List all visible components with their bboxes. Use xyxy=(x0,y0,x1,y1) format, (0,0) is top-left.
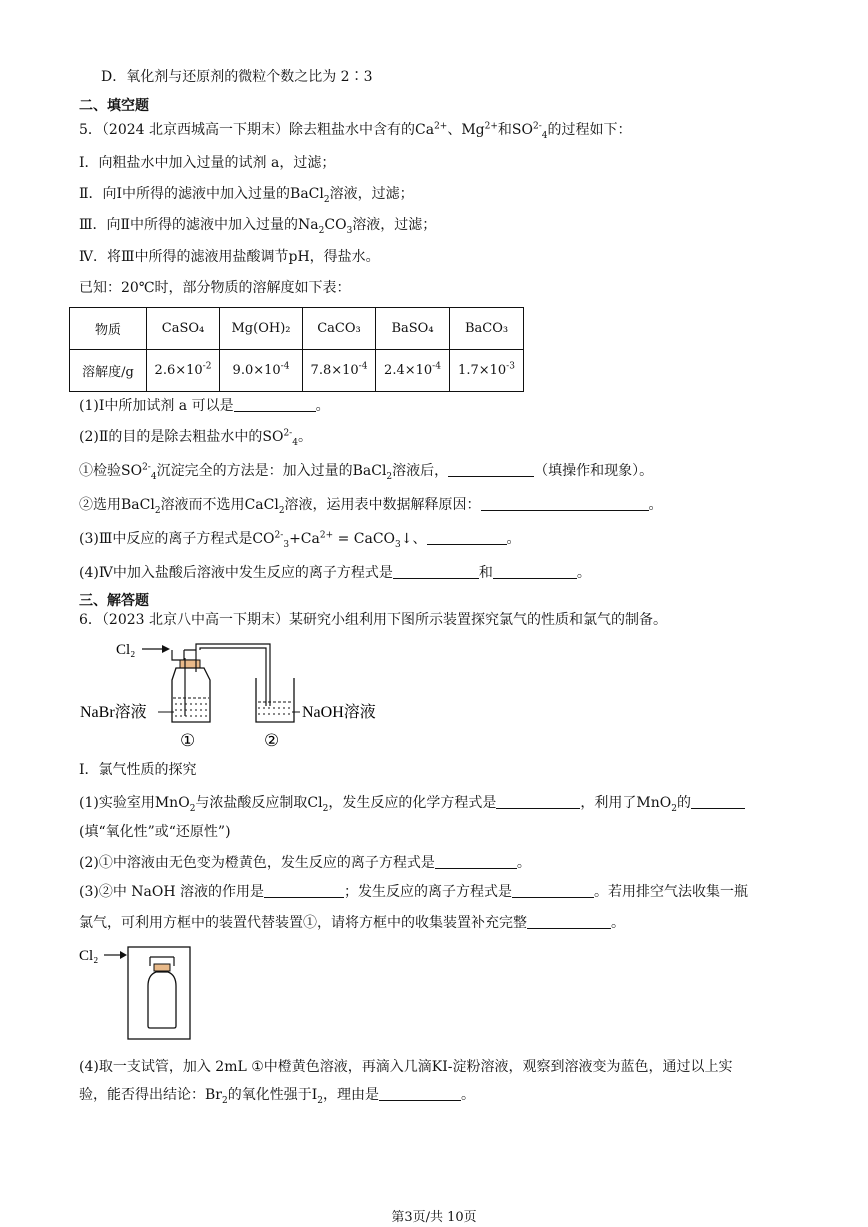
q5-part-2: (2)Ⅱ的目的是除去粗盐水中的$SO^{2-}_4$。 xyxy=(79,428,312,448)
table-cell: $9.0\times 10^{-4}$ xyxy=(220,350,303,392)
page-footer: 第3页/共 10页 xyxy=(391,1210,477,1225)
q5-part-3: (3)Ⅲ中反应的离子方程式是$CO^{2-}_3+Ca^{2+}$ = CaCO$_3$↓、 。 xyxy=(79,530,521,550)
apparatus-figure xyxy=(72,632,402,752)
table-header-cell: CaSO₄ xyxy=(147,308,220,350)
q5-part-2b: ②选用BaCl$_2$溶液而不选用CaCl$_2$溶液，运用表中数据解释原因： 。 xyxy=(79,497,663,516)
solubility-table xyxy=(69,307,524,392)
question-5-stem: 5．（2024 北京西城高一下期末）除去粗盐水中含有的$Ca^{2+}$、$Mg^{2+}$和$SO^{2-}_4$的过程如下： xyxy=(79,121,632,141)
part-1-heading: Ⅰ．氯气性质的探究 xyxy=(79,762,197,778)
beaker-2 xyxy=(256,678,294,722)
answer-blank[interactable] xyxy=(264,883,344,898)
table-cell: $2.4\times 10^{-4}$ xyxy=(376,350,450,392)
table-header-cell: CaCO₃ xyxy=(303,308,376,350)
table-header-cell: 物质 xyxy=(70,308,147,350)
question-6-stem: 6．（2023 北京八中高一下期末）某研究小组利用下图所示装置探究氯气的性质和氯气的制备。 xyxy=(79,612,667,628)
answer-blank[interactable] xyxy=(234,397,316,412)
q6-part-3: (3)②中 NaOH 溶液的作用是 ；发生反应的离子方程式是 。若用排空气法收集一瓶 xyxy=(79,884,749,900)
gas-bottle-1 xyxy=(172,650,210,722)
q5-part-2a: ①检验$SO^{2-}_4$沉淀完全的方法是：加入过量的BaCl$_2$溶液后， （填操作和现象）。 xyxy=(79,462,654,482)
answer-blank[interactable] xyxy=(496,794,580,809)
table-row-label: 溶解度/g xyxy=(70,350,147,392)
step-1: Ⅰ．向粗盐水中加入过量的试剂 a，过滤； xyxy=(79,155,336,171)
step-2: Ⅱ．向Ⅰ中所得的滤液中加入过量的BaCl$_2$溶液，过滤； xyxy=(79,186,414,205)
gas-bottle xyxy=(148,957,176,1028)
label-2: ② xyxy=(264,731,280,751)
section-heading-fill-in: 二、填空题 xyxy=(79,98,149,114)
answer-box[interactable] xyxy=(128,947,190,1039)
q6-part-2: (2)①中溶液由无色变为橙黄色，发生反应的离子方程式是 。 xyxy=(79,855,531,871)
answer-blank[interactable] xyxy=(427,530,507,545)
answer-blank[interactable] xyxy=(481,496,649,511)
answer-blank[interactable] xyxy=(691,794,745,809)
step-4: Ⅳ．将Ⅲ中所得的滤液用盐酸调节pH，得盐水。 xyxy=(79,249,380,265)
q6-part-1: (1)实验室用MnO$_2$与浓盐酸反应制取$Cl_2$，发生反应的化学方程式是 ，利用了MnO$_2$的 xyxy=(79,793,745,813)
q6-part-1-hint: (填“氧化性”或“还原性”) xyxy=(79,824,231,840)
answer-blank[interactable] xyxy=(512,883,594,898)
answer-blank[interactable] xyxy=(448,462,534,477)
q6-part-4-cont: 验，能否得出结论：$Br_2$的氧化性强于$I_2$，理由是 。 xyxy=(79,1087,475,1106)
step-3: Ⅲ．向Ⅱ中所得的滤液中加入过量的$Na_2CO_3$溶液，过滤； xyxy=(79,217,437,236)
arrow-icon xyxy=(120,951,127,959)
table-cell: $2.6\times 10^{-2}$ xyxy=(147,350,220,392)
known-condition: 已知：20℃时，部分物质的溶解度如下表： xyxy=(79,280,351,296)
table-row xyxy=(70,350,524,392)
cl2-label: Cl₂ xyxy=(79,948,99,964)
label-1: ① xyxy=(180,731,196,751)
section-heading-answer: 三、解答题 xyxy=(79,593,149,609)
nabr-label: NaBr溶液 xyxy=(80,704,147,721)
table-header-cell: Mg(OH)₂ xyxy=(220,308,303,350)
q5-part-4: (4)Ⅳ中加入盐酸后溶液中发生反应的离子方程式是 和 。 xyxy=(79,565,591,581)
naoh-label: NaOH溶液 xyxy=(302,704,376,721)
arrow-icon xyxy=(162,645,170,653)
q5-part-1: (1)Ⅰ中所加试剂 a 可以是 。 xyxy=(79,398,330,414)
answer-blank[interactable] xyxy=(527,914,611,929)
collection-figure xyxy=(76,942,196,1042)
answer-blank[interactable] xyxy=(393,564,479,579)
answer-blank[interactable] xyxy=(379,1086,461,1101)
answer-blank[interactable] xyxy=(493,564,577,579)
table-header-cell: BaSO₄ xyxy=(376,308,450,350)
q6-part-4: (4)取一支试管，加入 2mL ①中橙黄色溶液，再滴入几滴KI-淀粉溶液，观察到溶液变为蓝色，通过以上实 xyxy=(79,1059,733,1075)
q6-part-3-cont: 氯气，可利用方框中的装置代替装置①，请将方框中的收集装置补充完整 。 xyxy=(79,915,625,931)
table-cell: $1.7\times 10^{-3}$ xyxy=(450,350,524,392)
table-header-row xyxy=(70,308,524,350)
table-header-cell: BaCO₃ xyxy=(450,308,524,350)
answer-blank[interactable] xyxy=(435,854,517,869)
table-cell: $7.8\times 10^{-4}$ xyxy=(303,350,376,392)
cl2-label: Cl₂ xyxy=(116,642,136,658)
option-d: D．氧化剂与还原剂的微粒个数之比为 2∶3 xyxy=(101,69,373,85)
